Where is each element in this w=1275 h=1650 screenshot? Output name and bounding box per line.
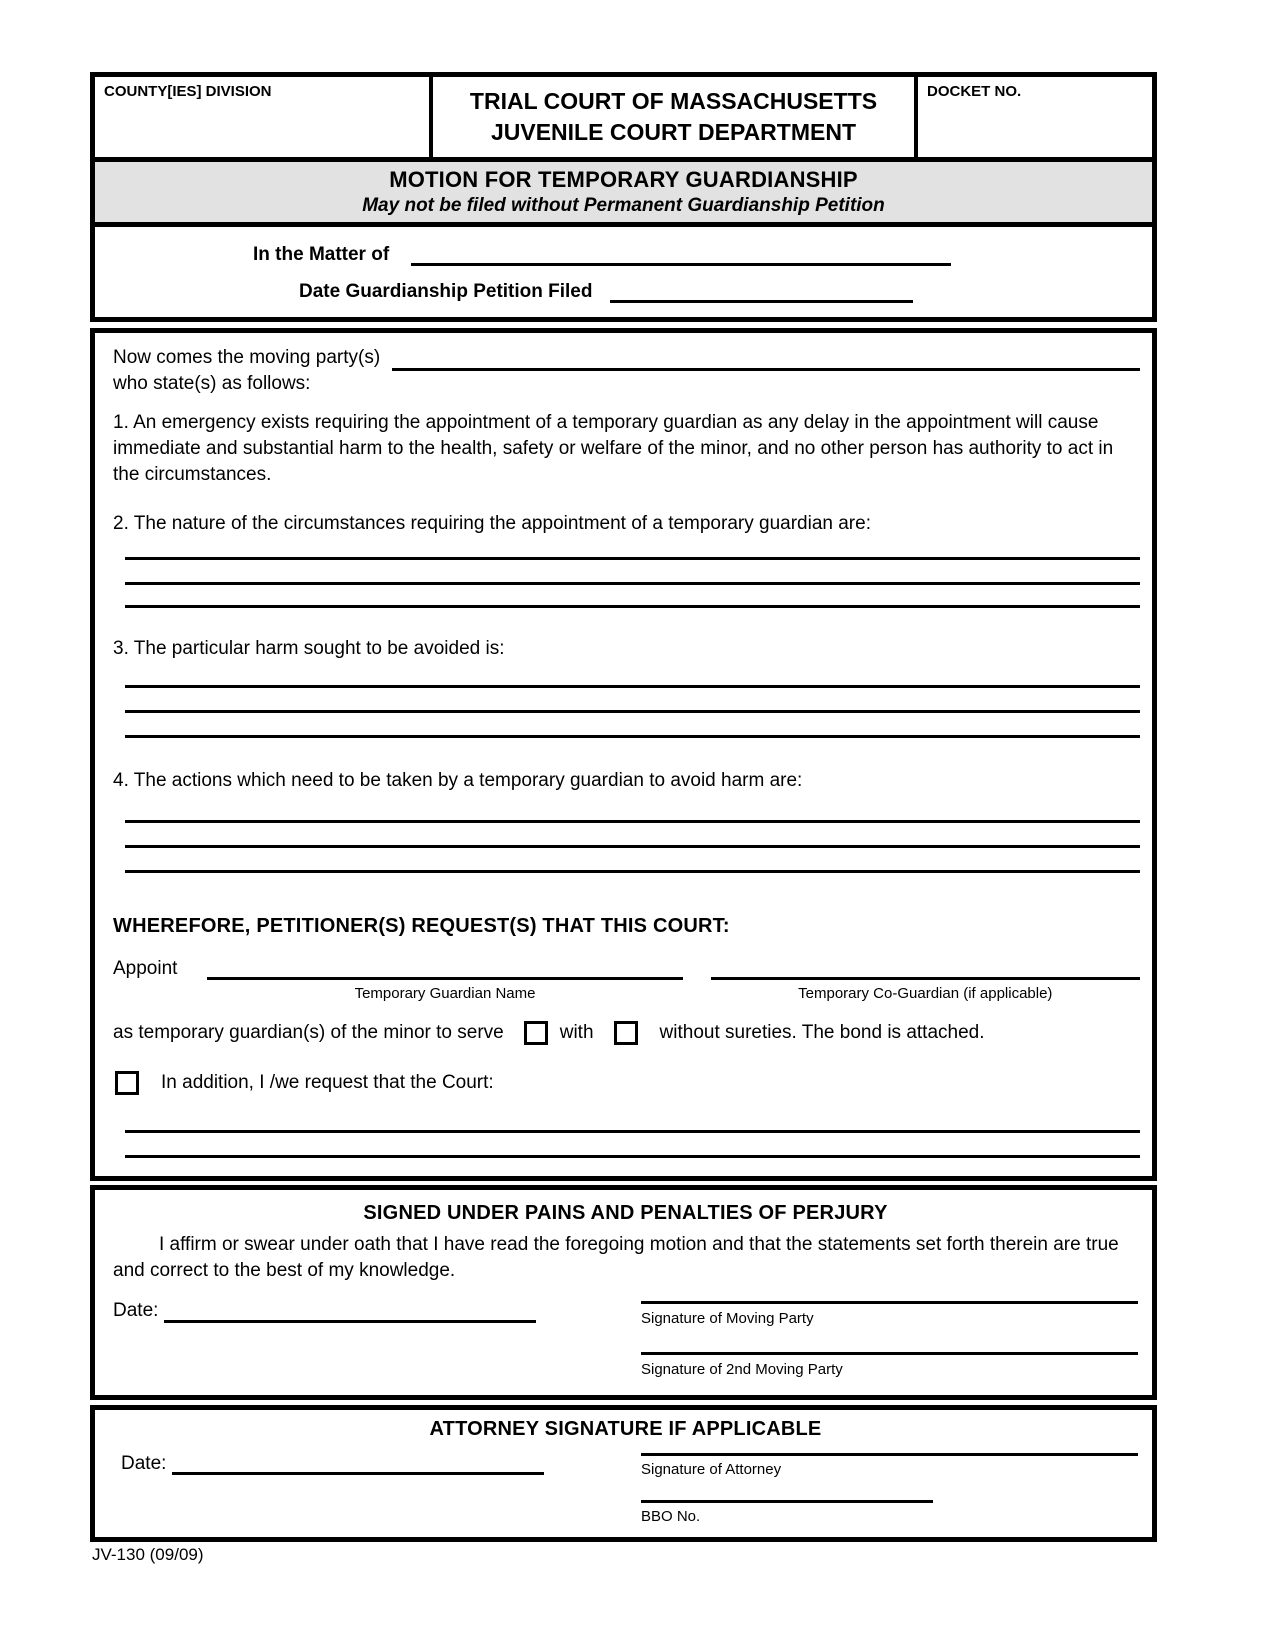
in-matter-label: In the Matter of bbox=[253, 244, 390, 265]
write-in-line[interactable] bbox=[125, 735, 1140, 738]
item-1-text: 1. An emergency exists requiring the appointment of a temporary guardian as any delay in the appointment will cause immediate and substantial harm to the health, safety or welfare of the minor, and no other person has authority to act in the circumstances. bbox=[113, 412, 1114, 485]
without-label: without sureties. The bond is attached. bbox=[659, 1022, 985, 1044]
moving-party-signature-line[interactable] bbox=[641, 1301, 1138, 1304]
write-in-line[interactable] bbox=[125, 582, 1140, 585]
court-title-line1: TRIAL COURT OF MASSACHUSETTS bbox=[469, 88, 878, 114]
write-in-line[interactable] bbox=[125, 820, 1140, 823]
serve-text: as temporary guardian(s) of the minor to serve bbox=[113, 1022, 504, 1044]
court-title-line2: JUVENILE COURT DEPARTMENT bbox=[490, 119, 857, 146]
attorney-signature-caption: Signature of Attorney bbox=[641, 1461, 782, 1478]
second-moving-party-signature-line[interactable] bbox=[641, 1352, 1138, 1355]
write-in-line[interactable] bbox=[125, 685, 1140, 688]
perjury-date-label: Date: bbox=[113, 1299, 159, 1321]
form-title-bar bbox=[90, 157, 1157, 227]
guardian-name-caption: Temporary Guardian Name bbox=[354, 985, 536, 1003]
item-3-text: 3. The particular harm sought to be avoided is: bbox=[113, 637, 505, 659]
moving-party-label: Now comes the moving party(s) bbox=[113, 347, 381, 368]
in-addition-checkbox[interactable] bbox=[115, 1071, 139, 1095]
attorney-date-label: Date: bbox=[121, 1453, 167, 1474]
in-matter-write-in-line[interactable] bbox=[411, 242, 951, 266]
co-guardian-caption: Temporary Co-Guardian (if applicable) bbox=[798, 985, 1053, 1003]
county-division-cell bbox=[95, 77, 433, 157]
sureties-row bbox=[113, 1020, 1140, 1046]
perjury-heading: SIGNED UNDER PAINS AND PENALTIES OF PERJURY bbox=[363, 1202, 888, 1224]
docket-label: DOCKET NO. bbox=[927, 83, 1022, 100]
county-division-label: COUNTY[IES] DIVISION bbox=[104, 83, 272, 100]
form-number: JV-130 (09/09) bbox=[92, 1545, 204, 1564]
with-label: with bbox=[559, 1022, 594, 1044]
write-in-line[interactable] bbox=[125, 605, 1140, 608]
item-4-text: 4. The actions which need to be taken by a temporary guardian to avoid harm are: bbox=[113, 770, 803, 792]
perjury-affirmation: I affirm or swear under oath that I have read the foregoing motion and that the statements set forth therein are true and correct to the best of my knowledge. bbox=[113, 1234, 1119, 1281]
moving-party-signature-caption: Signature of Moving Party bbox=[641, 1310, 814, 1328]
attorney-heading: ATTORNEY SIGNATURE IF APPLICABLE bbox=[429, 1418, 822, 1440]
bbo-write-in-line[interactable] bbox=[641, 1500, 933, 1503]
docket-cell[interactable] bbox=[918, 77, 1152, 157]
attorney-date-write-in-line[interactable] bbox=[172, 1449, 544, 1475]
with-sureties-checkbox[interactable] bbox=[524, 1021, 548, 1045]
header-section bbox=[90, 72, 1157, 162]
date-filed-write-in-line[interactable] bbox=[610, 279, 913, 303]
in-addition-label: In addition, I /we request that the Court: bbox=[161, 1072, 494, 1094]
write-in-line[interactable] bbox=[125, 845, 1140, 848]
perjury-date-write-in-line[interactable] bbox=[164, 1297, 536, 1323]
appoint-label: Appoint bbox=[113, 958, 178, 980]
item-2-text: 2. The nature of the circumstances requiring the appointment of a temporary guardian are: bbox=[113, 513, 871, 535]
guardian-name-write-in-line[interactable] bbox=[207, 954, 682, 980]
wherefore-heading: WHEREFORE, PETITIONER(S) REQUEST(S) THAT THIS COURT: bbox=[113, 915, 730, 938]
moving-party-write-in-line[interactable] bbox=[392, 347, 1140, 371]
additional-request-write-in-line[interactable] bbox=[125, 1130, 1140, 1133]
attorney-section bbox=[90, 1405, 1157, 1542]
states-label: who state(s) as follows: bbox=[113, 372, 311, 394]
bbo-caption: BBO No. bbox=[641, 1508, 701, 1525]
form bbox=[90, 72, 1157, 1565]
matter-section bbox=[90, 222, 1157, 322]
form-subtitle: May not be filed without Permanent Guardianship Petition bbox=[362, 195, 885, 216]
court-title-cell bbox=[433, 77, 918, 157]
attorney-signature-line[interactable] bbox=[641, 1453, 1138, 1456]
date-filed-label: Date Guardianship Petition Filed bbox=[299, 281, 593, 302]
write-in-line[interactable] bbox=[125, 870, 1140, 873]
body-section bbox=[90, 328, 1157, 1181]
write-in-line[interactable] bbox=[125, 710, 1140, 713]
second-moving-party-signature-caption: Signature of 2nd Moving Party bbox=[641, 1360, 843, 1378]
without-sureties-checkbox[interactable] bbox=[614, 1021, 638, 1045]
in-addition-row bbox=[113, 1070, 1140, 1096]
appoint-row bbox=[113, 954, 1140, 1004]
perjury-section bbox=[90, 1185, 1157, 1400]
co-guardian-write-in-line[interactable] bbox=[711, 954, 1140, 980]
additional-request-write-in-line[interactable] bbox=[125, 1155, 1140, 1158]
write-in-line[interactable] bbox=[125, 557, 1140, 560]
form-title: MOTION FOR TEMPORARY GUARDIANSHIP bbox=[389, 167, 858, 192]
